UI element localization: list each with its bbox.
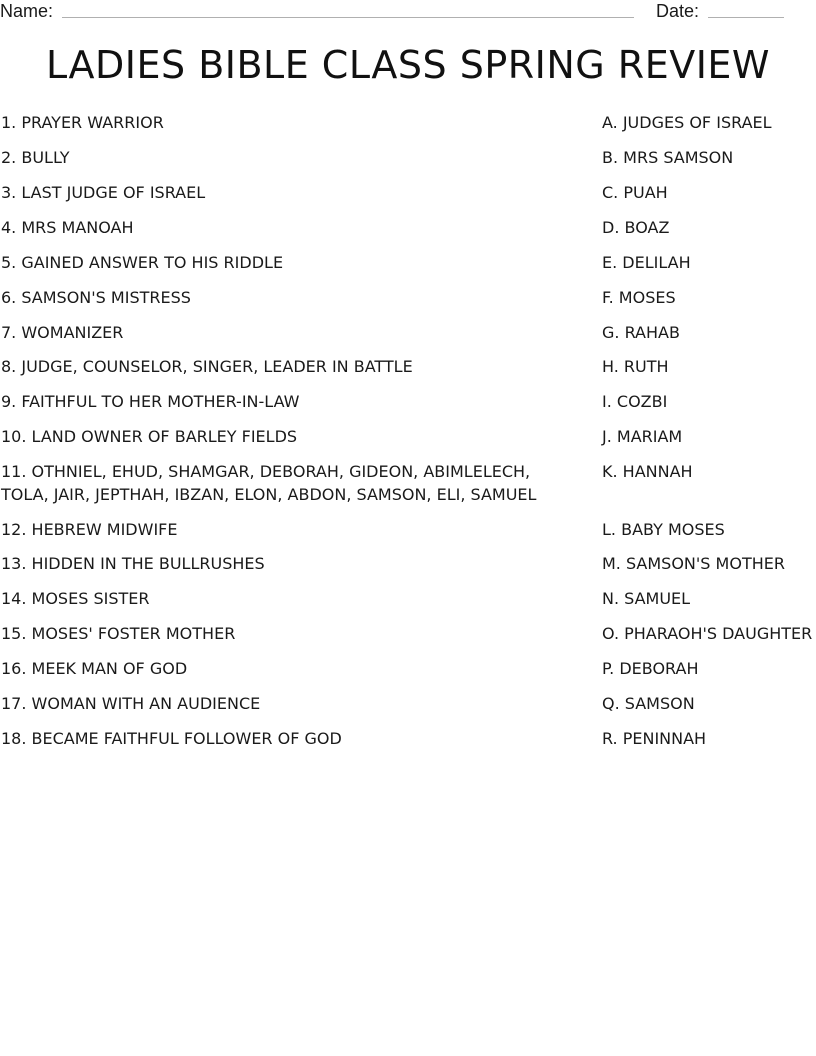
clue-11 (1, 460, 571, 506)
answer-f: F. MOSES (602, 288, 676, 307)
clue-8: 8. JUDGE, COUNSELOR, SINGER, LEADER IN BATTLE (1, 357, 413, 376)
answer-d: D. BOAZ (602, 218, 670, 237)
clue-14: 14. MOSES SISTER (1, 589, 150, 608)
answer-g: G. RAHAB (602, 323, 680, 342)
clue-4: 4. MRS MANOAH (1, 218, 134, 237)
answer-j: J. MARIAM (602, 427, 683, 446)
worksheet-title: LADIES BIBLE CLASS SPRING REVIEW (45, 43, 770, 87)
answer-r: R. PENINNAH (602, 729, 707, 748)
answer-p: P. DEBORAH (602, 659, 699, 678)
date-label: Date: (656, 1, 700, 21)
clue-2: 2. BULLY (1, 148, 70, 167)
clue-3: 3. LAST JUDGE OF ISRAEL (1, 183, 206, 202)
clue-13: 13. HIDDEN IN THE BULLRUSHES (1, 554, 265, 573)
answer-b: B. MRS SAMSON (602, 148, 734, 167)
answer-k: K. HANNAH (602, 462, 693, 481)
clue-7: 7. WOMANIZER (1, 323, 124, 342)
date-blank-line[interactable] (708, 17, 784, 18)
clue-16: 16. MEEK MAN OF GOD (1, 659, 188, 678)
clue-10: 10. LAND OWNER OF BARLEY FIELDS (1, 427, 298, 446)
answer-q: Q. SAMSON (602, 694, 695, 713)
name-label: Name: (0, 1, 54, 21)
clue-12: 12. HEBREW MIDWIFE (1, 520, 178, 539)
answer-h: H. RUTH (602, 357, 669, 376)
answer-c: C. PUAH (602, 183, 668, 202)
answer-e: E. DELILAH (602, 253, 691, 272)
answer-i: I. COZBI (602, 392, 668, 411)
clue-1: 1. PRAYER WARRIOR (1, 113, 164, 132)
name-blank-line[interactable] (62, 17, 634, 18)
answer-a: A. JUDGES OF ISRAEL (602, 113, 772, 132)
clue-11-line-2: TOLA, JAIR, JEPTHAH, IBZAN, ELON, ABDON, SAMSON, ELI, SAMUEL (1, 485, 537, 504)
clue-11-line-1: 11. OTHNIEL, EHUD, SHAMGAR, DEBORAH, GIDEON, ABIMLELECH, (1, 462, 531, 481)
clue-18: 18. BECAME FAITHFUL FOLLOWER OF GOD (1, 729, 342, 748)
clue-6: 6. SAMSON'S MISTRESS (1, 288, 191, 307)
answer-m: M. SAMSON'S MOTHER (602, 554, 785, 573)
answer-l: L. BABY MOSES (602, 520, 725, 539)
answer-o: O. PHARAOH'S DAUGHTER (602, 624, 813, 643)
answer-n: N. SAMUEL (602, 589, 691, 608)
clue-17: 17. WOMAN WITH AN AUDIENCE (1, 694, 261, 713)
clue-5: 5. GAINED ANSWER TO HIS RIDDLE (1, 253, 284, 272)
clue-9: 9. FAITHFUL TO HER MOTHER-IN-LAW (1, 392, 300, 411)
worksheet-header (0, 0, 816, 24)
clue-15: 15. MOSES' FOSTER MOTHER (1, 624, 236, 643)
